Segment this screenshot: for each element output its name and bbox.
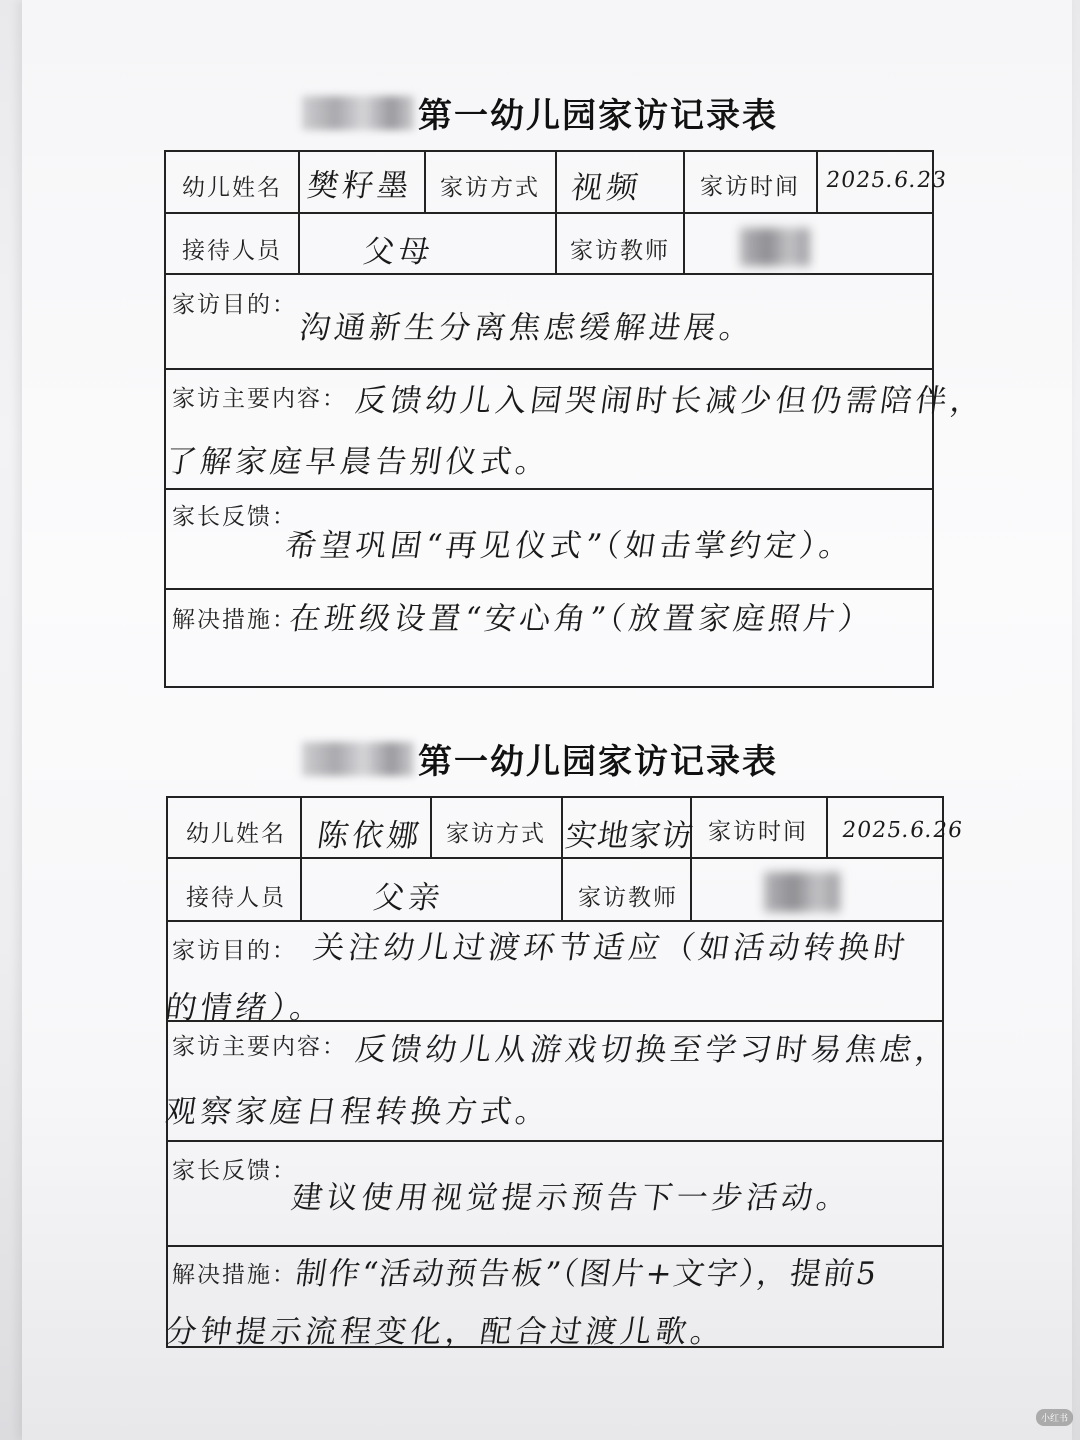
watermark-badge: 小红书 [1036,1409,1073,1426]
redacted-school-name [302,96,414,130]
visit-method-value: 实地家访 [562,818,697,854]
redacted-teacher-name [764,872,840,912]
purpose-label: 家访目的： [172,292,297,318]
redacted-teacher-name [740,228,810,266]
form-title-text: 第一幼儿园家访记录表 [418,742,778,782]
parent-feedback-label: 家长反馈： [172,504,297,530]
main-content-label: 家访主要内容： [172,386,347,412]
solution-line1: 在班级设置“安心角”（放置家庭照片） [286,601,877,637]
parent-feedback-label: 家长反馈： [172,1158,297,1184]
purpose-text-line1: 关注幼儿过渡环节适应（如活动转换时 [310,930,912,966]
main-content-label: 家访主要内容： [172,1034,347,1060]
receiver-value: 父母 [360,234,437,270]
parent-feedback-line1: 希望巩固“再见仪式”（如击掌约定）。 [282,528,857,564]
visit-method-value: 视频 [568,170,645,206]
form-title [0,88,1080,137]
child-name-value: 樊籽墨 [304,168,416,204]
main-content-line2: 了解家庭早晨告别仪式。 [162,444,554,480]
visit-time-value: 2025.6.23 [824,168,949,193]
visit-method-label: 家访方式 [440,175,540,201]
purpose-text-line2: 的情绪）。 [162,990,328,1026]
solution-line1: 制作“活动预告板”（图片+文字），提前5 [292,1256,881,1292]
receiver-value: 父亲 [370,880,447,916]
main-content-line2: 观察家庭日程转换方式。 [162,1094,554,1130]
solution-line2: 分钟提示流程变化，配合过渡儿歌。 [162,1314,729,1350]
purpose-text-line1: 沟通新生分离焦虑缓解进展。 [296,310,758,346]
purpose-label: 家访目的： [172,938,297,964]
receiver-label: 接待人员 [182,238,282,264]
teacher-label: 家访教师 [570,238,670,264]
child-name-value: 陈依娜 [314,818,426,854]
visit-time-label: 家访时间 [700,174,800,200]
child-name-label: 幼儿姓名 [186,821,286,847]
solution-label: 解决措施： [172,607,297,633]
main-content-line1: 反馈幼儿入园哭闹时长减少但仍需陪伴， [352,383,989,419]
parent-feedback-line1: 建议使用视觉提示预告下一步活动。 [288,1180,855,1216]
form-title-text: 第一幼儿园家访记录表 [418,96,778,136]
redacted-school-name [302,742,414,776]
visit-method-label: 家访方式 [446,821,546,847]
form-title [0,734,1080,783]
receiver-label: 接待人员 [186,885,286,911]
child-name-label: 幼儿姓名 [182,175,282,201]
main-content-line1: 反馈幼儿从游戏切换至学习时易焦虑， [352,1032,954,1068]
visit-time-value: 2025.6.26 [840,818,965,843]
solution-label: 解决措施： [172,1262,297,1288]
visit-time-label: 家访时间 [708,819,808,845]
teacher-label: 家访教师 [578,885,678,911]
